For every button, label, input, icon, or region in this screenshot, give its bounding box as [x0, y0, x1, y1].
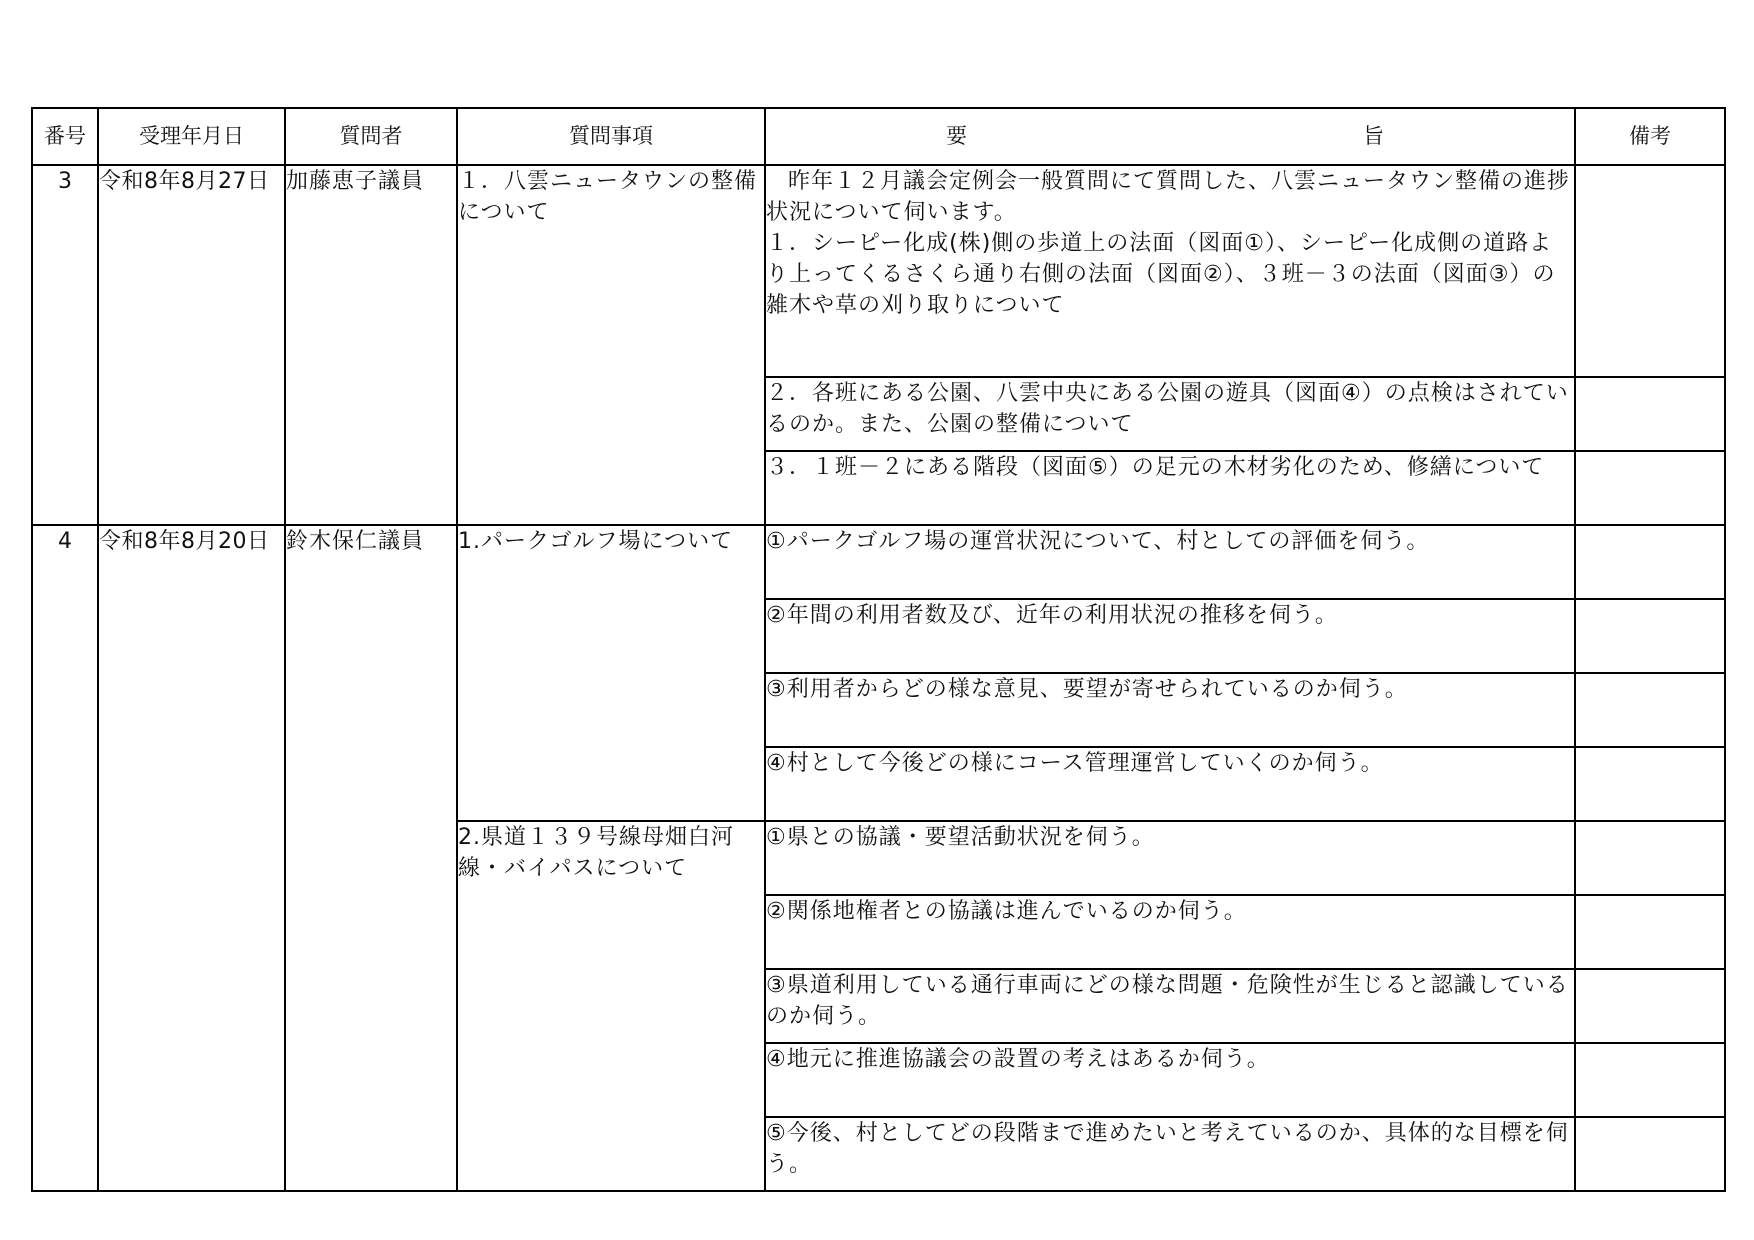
- gist-intro: 昨年１２月議会定例会一般質問にて質問した、八雲ニュータウン整備の進捗状況について伺います。: [766, 169, 1571, 225]
- remarks-cell: [1575, 165, 1725, 377]
- header-gist-right: 旨: [1363, 124, 1384, 148]
- header-received-date: 受理年月日: [98, 108, 285, 165]
- gist-item: ②関係地権者との協議は進んでいるのか伺う。: [765, 895, 1575, 969]
- header-topic: 質問事項: [457, 108, 765, 165]
- table-row: [32, 165, 1725, 377]
- gist-item: ②年間の利用者数及び、近年の利用状況の推移を伺う。: [765, 599, 1575, 673]
- header-gist-left: 要: [946, 124, 967, 148]
- remarks-cell: [1575, 969, 1725, 1043]
- remarks-cell: [1575, 895, 1725, 969]
- remarks-cell: [1575, 377, 1725, 451]
- gist-item: ①県との協議・要望活動状況を伺う。: [765, 821, 1575, 895]
- entry-topic: １．八雲ニュータウンの整備について: [457, 165, 765, 525]
- gist-item: ⑤今後、村としてどの段階まで進めたいと考えているのか、具体的な目標を伺う。: [765, 1117, 1575, 1191]
- remarks-cell: [1575, 1043, 1725, 1117]
- remarks-cell: [1575, 821, 1725, 895]
- remarks-cell: [1575, 451, 1725, 525]
- gist-item: ④村として今後どの様にコース管理運営していくのか伺う。: [765, 747, 1575, 821]
- gist-item: １．シーピー化成(株)側の歩道上の法面（図面①）、シーピー化成側の道路より上ってくるさくら通り右側の法面（図面②）、３班－３の法面（図面③）の雑木や草の刈り取りについて: [766, 231, 1556, 318]
- header-gist: [765, 108, 1575, 165]
- gist-item: ③県道利用している通行車両にどの様な問題・危険性が生じると認識しているのか伺う。: [765, 969, 1575, 1043]
- remarks-cell: [1575, 673, 1725, 747]
- gist-cell: [765, 165, 1575, 377]
- entry-received-date: 令和8年8月27日: [98, 165, 285, 525]
- entry-number: 4: [32, 525, 98, 1191]
- gist-item: ③利用者からどの様な意見、要望が寄せられているのか伺う。: [765, 673, 1575, 747]
- entry-topic: 2.県道１３９号線母畑白河線・バイパスについて: [457, 821, 765, 1191]
- entry-number: 3: [32, 165, 98, 525]
- table-row: [32, 525, 1725, 599]
- remarks-cell: [1575, 599, 1725, 673]
- header-row: [32, 108, 1725, 165]
- entry-received-date: 令和8年8月20日: [98, 525, 285, 1191]
- remarks-cell: [1575, 525, 1725, 599]
- questions-table: [31, 107, 1726, 1192]
- entry-topic: 1.パークゴルフ場について: [457, 525, 765, 821]
- gist-item: ３．１班－２にある階段（図面⑤）の足元の木材劣化のため、修繕について: [765, 451, 1575, 525]
- gist-item: ２．各班にある公園、八雲中央にある公園の遊具（図面④）の点検はされているのか。また、公園の整備について: [765, 377, 1575, 451]
- header-number: 番号: [32, 108, 98, 165]
- header-questioner: 質問者: [285, 108, 457, 165]
- gist-item: ①パークゴルフ場の運営状況について、村としての評価を伺う。: [765, 525, 1575, 599]
- remarks-cell: [1575, 1117, 1725, 1191]
- remarks-cell: [1575, 747, 1725, 821]
- header-remarks: 備考: [1575, 108, 1725, 165]
- gist-item: ④地元に推進協議会の設置の考えはあるか伺う。: [765, 1043, 1575, 1117]
- entry-questioner: 加藤恵子議員: [285, 165, 457, 525]
- entry-questioner: 鈴木保仁議員: [285, 525, 457, 1191]
